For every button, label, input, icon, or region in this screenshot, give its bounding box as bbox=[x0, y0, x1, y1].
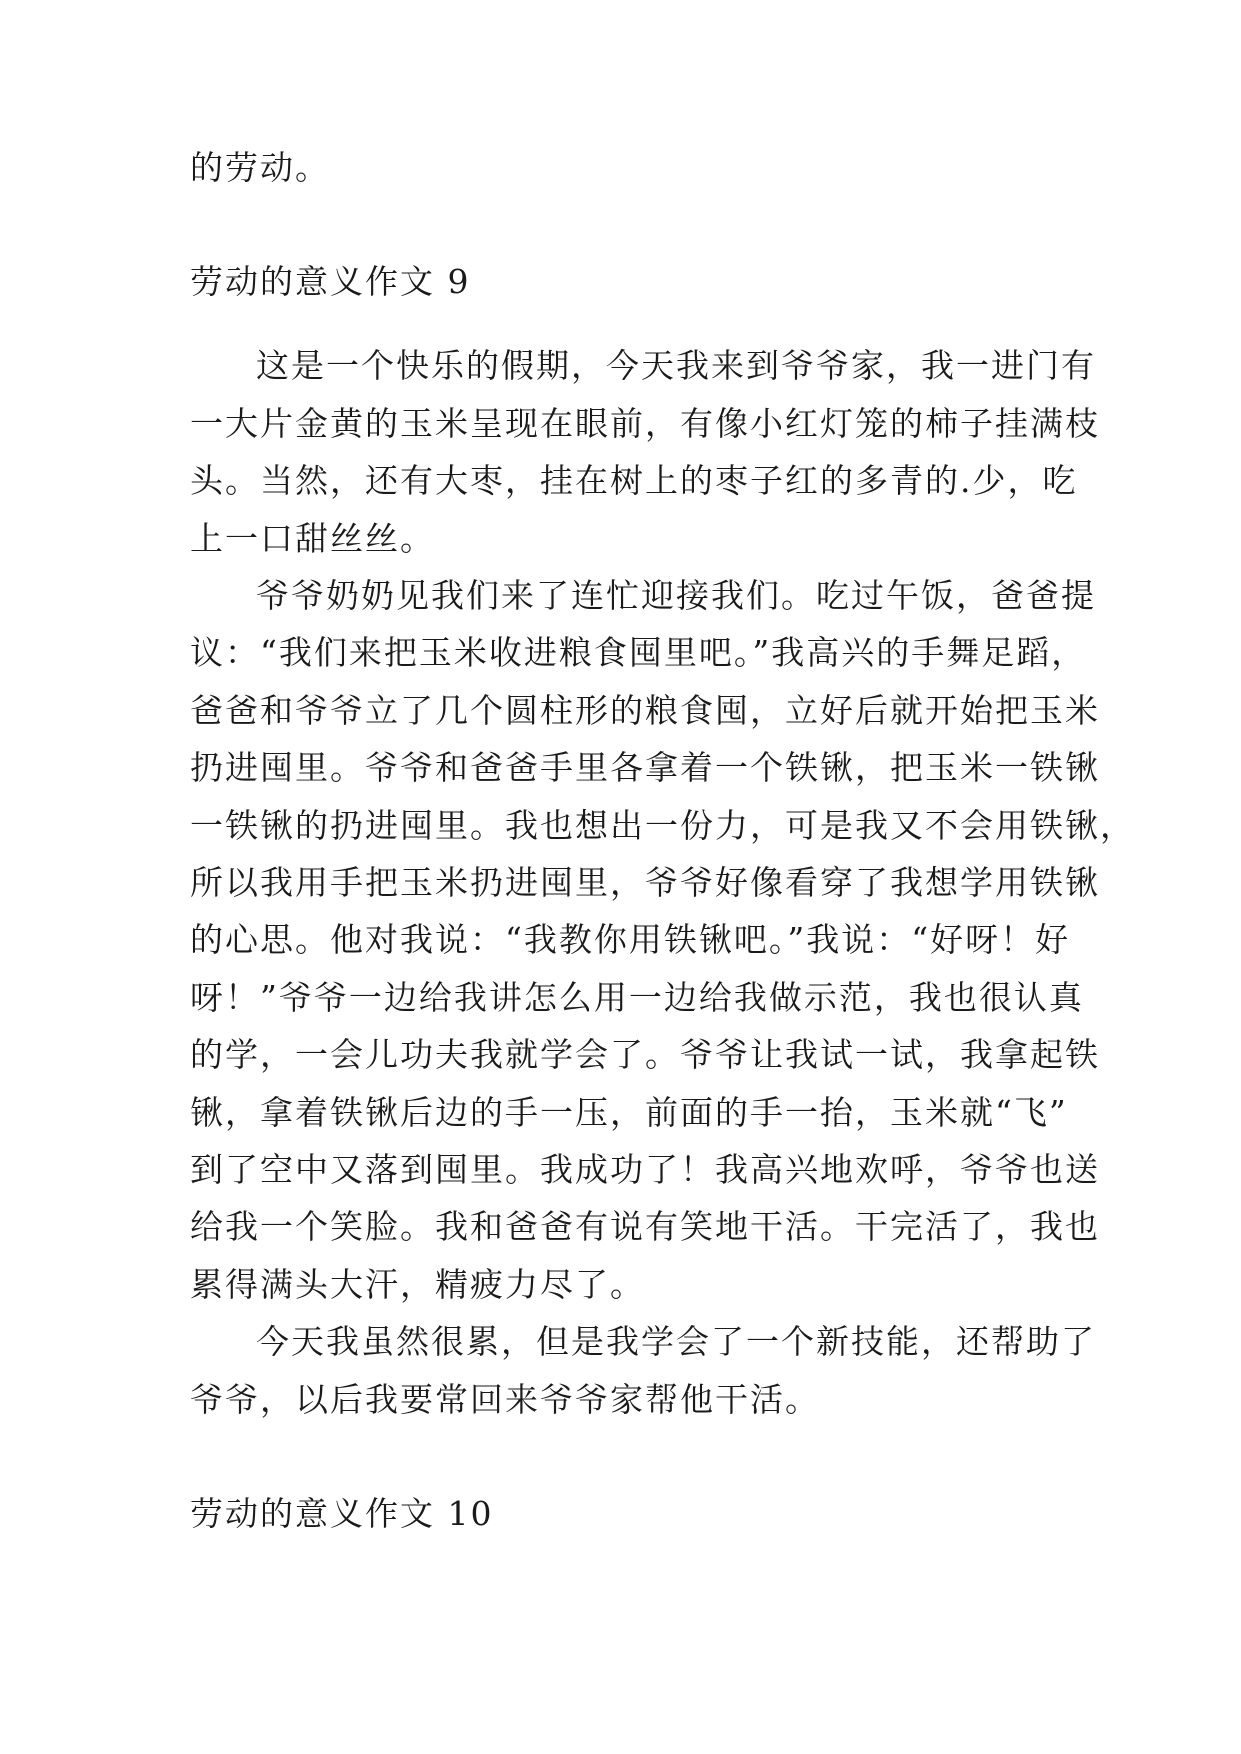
paragraph-line: 所以我用手把玉米扔进囤里，爷爷好像看穿了我想学用铁锹 bbox=[190, 863, 1100, 902]
paragraph-line: 到了空中又落到囤里。我成功了！我高兴地欢呼，爷爷也送 bbox=[190, 1150, 1100, 1189]
paragraph-line: 给我一个笑脸。我和爸爸有说有笑地干活。干完活了，我也 bbox=[190, 1207, 1100, 1246]
paragraph-line: 扔进囤里。爷爷和爸爸手里各拿着一个铁锹，把玉米一铁锹 bbox=[190, 748, 1100, 787]
paragraph-line: 爸爸和爷爷立了几个圆柱形的粮食囤，立好后就开始把玉米 bbox=[190, 691, 1100, 730]
paragraph-line: 的心思。他对我说：“我教你用铁锹吧。”我说：“好呀！好 bbox=[190, 920, 1071, 959]
paragraph-line: 今天我虽然很累，但是我学会了一个新技能，还帮助了 bbox=[256, 1322, 1096, 1361]
paragraph-line: 累得满头大汗，精疲力尽了。 bbox=[190, 1265, 645, 1304]
paragraph-line: 一大片金黄的玉米呈现在眼前，有像小红灯笼的柿子挂满枝 bbox=[190, 404, 1100, 443]
section-9-heading: 劳动的意义作文 9 bbox=[190, 262, 471, 301]
paragraph-line: 呀！”爷爷一边给我讲怎么用一边给我做示范，我也很认真 bbox=[190, 978, 1084, 1017]
paragraph-line: 上一口甜丝丝。 bbox=[190, 519, 435, 558]
paragraph-line: 一铁锹的扔进囤里。我也想出一份力，可是我又不会用铁锹， bbox=[190, 806, 1135, 845]
opening-line: 的劳动。 bbox=[190, 148, 330, 187]
section-10-heading: 劳动的意义作文 10 bbox=[190, 1494, 494, 1533]
paragraph-line: 议：“我们来把玉米收进粮食囤里吧。”我高兴的手舞足蹈， bbox=[190, 633, 1087, 672]
paragraph-line: 这是一个快乐的假期，今天我来到爷爷家，我一进门有 bbox=[256, 346, 1096, 385]
paragraph-line: 头。当然，还有大枣，挂在树上的枣子红的多青的.少，吃 bbox=[190, 461, 1078, 500]
paragraph-line: 爷爷，以后我要常回来爷爷家帮他干活。 bbox=[190, 1380, 820, 1419]
paragraph-line: 锹，拿着铁锹后边的手一压，前面的手一抬，玉米就“飞” bbox=[190, 1093, 1068, 1132]
paragraph-line: 的学，一会儿功夫我就学会了。爷爷让我试一试，我拿起铁 bbox=[190, 1035, 1100, 1074]
paragraph-line: 爷爷奶奶见我们来了连忙迎接我们。吃过午饭，爸爸提 bbox=[256, 576, 1096, 615]
